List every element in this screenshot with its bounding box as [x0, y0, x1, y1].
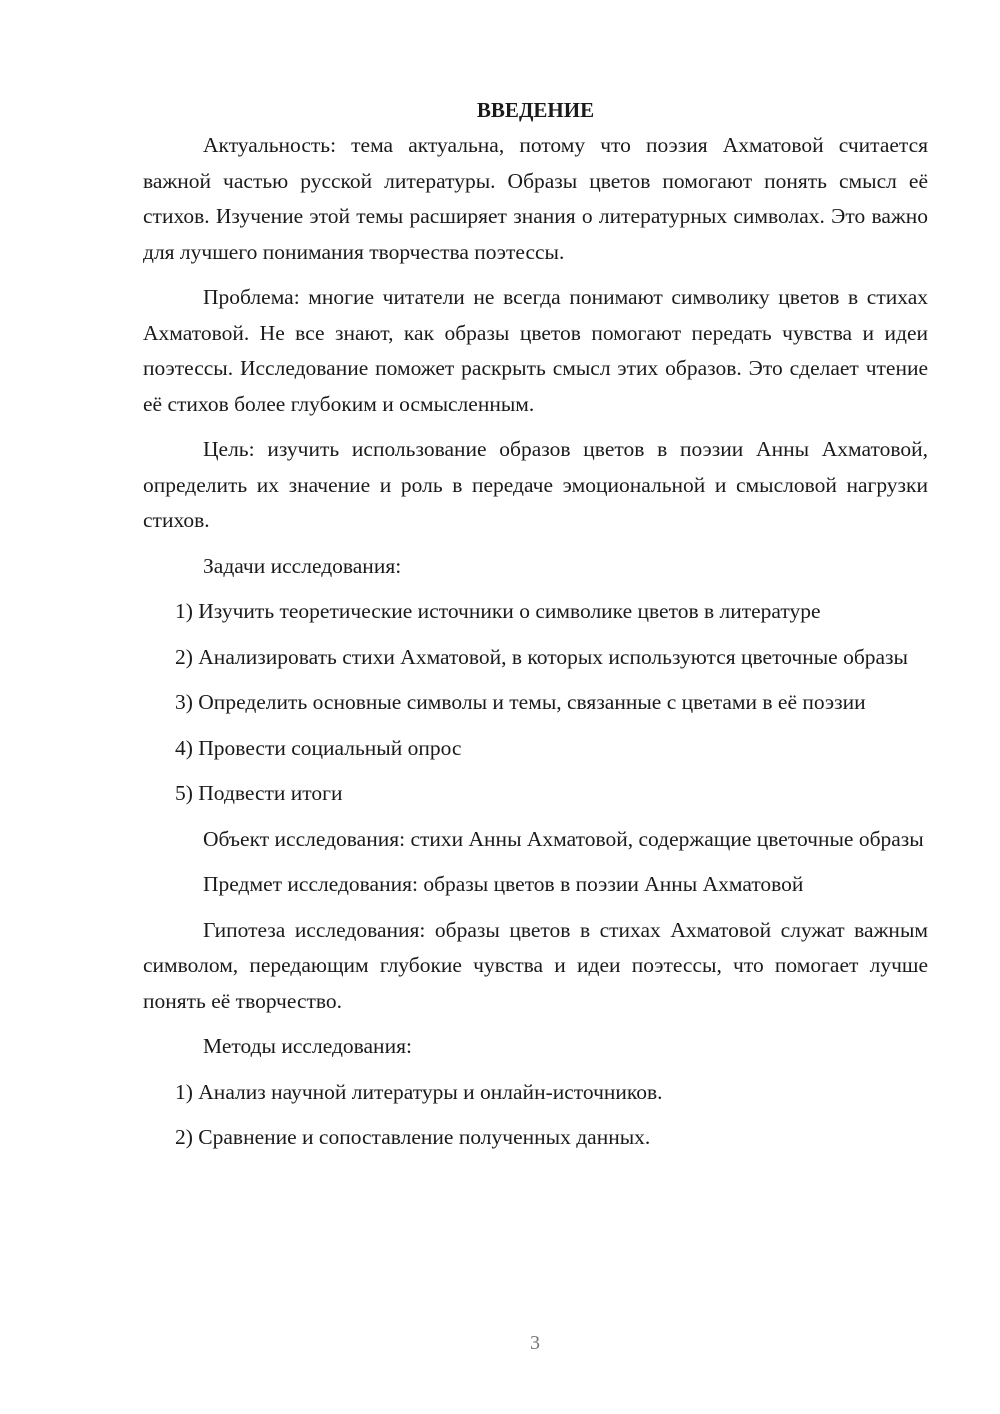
task-item: 1) Изучить теоретические источники о символике цветов в литературе	[175, 599, 821, 623]
method-item: 2) Сравнение и сопоставление полученных данных.	[175, 1125, 651, 1149]
section-title: ВВЕДЕНИЕ	[476, 98, 595, 122]
page-number: 3	[530, 1332, 540, 1354]
document-page	[143, 94, 928, 1166]
task-item: 3) Определить основные символы и темы, связанные с цветами в её поэзии	[175, 690, 866, 714]
tasks-heading: Задачи исследования:	[203, 553, 402, 578]
relevance-paragraph: Актуальность: тема актуальна, потому что поэзия Ахматовой считается важной частью русской литературы. Образы цветов помогают понять смысл её стихов. Изучение этой темы расширяет знания о литературных символах. Это важно для лучшего понимания творчества поэтессы.	[143, 133, 928, 264]
task-item: 2) Анализировать стихи Ахматовой, в которых используются цветочные образы	[175, 644, 908, 669]
task-item: 4) Провести социальный опрос	[175, 735, 462, 760]
method-item: 1) Анализ научной литературы и онлайн-источников.	[175, 1079, 663, 1104]
goal-paragraph: Цель: изучить использование образов цветов в поэзии Анны Ахматовой, определить их значение и роль в передаче эмоциональной и смысловой нагрузки стихов.	[143, 437, 928, 532]
task-item: 5) Подвести итоги	[175, 781, 343, 805]
object-paragraph: Объект исследования: стихи Анны Ахматовой, содержащие цветочные образы	[203, 826, 924, 851]
hypothesis-paragraph: Гипотеза исследования: образы цветов в стихах Ахматовой служат важным символом, передающим глубокие чувства и идеи поэтессы, что помогает лучше понять её творчество.	[143, 917, 928, 1013]
methods-heading: Методы исследования:	[203, 1034, 412, 1058]
problem-paragraph: Проблема: многие читатели не всегда понимают символику цветов в стихах Ахматовой. Не все знают, как образы цветов помогают передать чувства и идеи поэтессы. Исследование поможет раскрыть смысл этих образов. Это сделает чтение её стихов более глубоким и осмысленным.	[143, 285, 928, 416]
subject-paragraph: Предмет исследования: образы цветов в поэзии Анны Ахматовой	[203, 872, 804, 896]
